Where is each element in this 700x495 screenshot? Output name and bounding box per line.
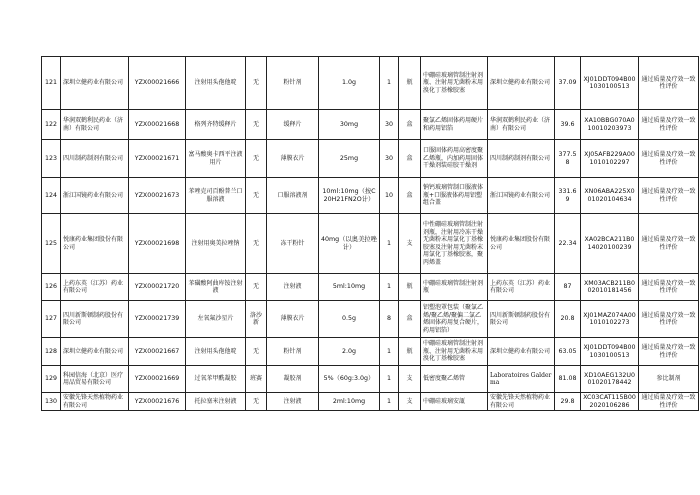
holder-cell: 深圳立健药业有限公司 bbox=[61, 57, 129, 110]
price: 81.08 bbox=[555, 366, 581, 393]
basis: 通过质量及疗效一致性评价 bbox=[639, 57, 699, 110]
pack-unit: 支 bbox=[399, 393, 421, 411]
pack-quantity: 30 bbox=[380, 140, 399, 178]
row-number: 123 bbox=[42, 140, 61, 178]
drug-name: 注射用头孢他啶 bbox=[186, 57, 246, 110]
holder-cell: 科园信海（北京）医疗用品贸易有限公司 bbox=[61, 366, 129, 393]
table-row bbox=[42, 366, 699, 393]
basis: 通过质量及疗效一致性评价 bbox=[639, 178, 699, 214]
packaging-material: 中硼硅玻璃安瓿 bbox=[421, 393, 488, 411]
trade-name: 无 bbox=[246, 140, 267, 178]
trade-name: 无 bbox=[246, 393, 267, 411]
packaging-material: 铝塑泡罩包装（聚氯乙烯/聚乙烯/聚偏二氯乙烯固体药用复合硬片，药用铝箔） bbox=[421, 301, 488, 338]
drug-list-table bbox=[41, 56, 699, 411]
dosage-form: 冻干粉针 bbox=[267, 214, 319, 274]
pack-unit: 瓶 bbox=[399, 338, 421, 366]
trade-name: 无 bbox=[246, 178, 267, 214]
product-code: YZX00021698 bbox=[129, 214, 186, 274]
holder-cell: 悦康药业集团股份有限公司 bbox=[61, 214, 129, 274]
manufacturer: 深圳立健药业有限公司 bbox=[488, 57, 555, 110]
manufacturer: 上药东英（江苏）药业有限公司 bbox=[488, 274, 555, 301]
specification: 5ml:10mg bbox=[319, 274, 380, 301]
price: 87 bbox=[555, 274, 581, 301]
packaging-material: 中硼硅玻璃管制注射剂瓶、注射用无菌粉末用溴化丁基橡胶塞 bbox=[421, 338, 488, 366]
holder-cell: 四川新斯顿制药股份有限公司 bbox=[61, 301, 129, 338]
packaging-material: 钠钙玻璃管制口服液体瓶+口服液体药用铝塑组合盖 bbox=[421, 178, 488, 214]
table-row bbox=[42, 57, 699, 110]
manufacturer: 浙江国镜药业有限公司 bbox=[488, 178, 555, 214]
manufacturer: 深圳立健药业有限公司 bbox=[488, 338, 555, 366]
specification: 5%（60g:3.0g） bbox=[319, 366, 380, 393]
pack-quantity: 1 bbox=[380, 366, 399, 393]
holder-cell: 华润双鹤利民药业（济南）有限公司 bbox=[61, 110, 129, 140]
pack-unit: 盒 bbox=[399, 301, 421, 338]
table-row bbox=[42, 110, 699, 140]
row-number: 129 bbox=[42, 366, 61, 393]
packaging-material: 中硼硅玻璃管制注射剂瓶 bbox=[421, 274, 488, 301]
drug-id: XA10BBG070A010010203973 bbox=[581, 110, 639, 140]
drug-id: XD10AEG132U001020178442 bbox=[581, 366, 639, 393]
pack-quantity: 1 bbox=[380, 214, 399, 274]
specification: 10ml:10mg（按C20H21FN2O计） bbox=[319, 178, 380, 214]
specification: 30mg bbox=[319, 110, 380, 140]
product-code: YZX00021676 bbox=[129, 393, 186, 411]
price: 29.8 bbox=[555, 393, 581, 411]
basis: 通过质量及疗效一致性评价 bbox=[639, 393, 699, 411]
basis: 通过质量及疗效一致性评价 bbox=[639, 214, 699, 274]
drug-name: 苯唑克司百酚普兰口服溶液 bbox=[186, 178, 246, 214]
manufacturer: 华润双鹤利民药业（济南）有限公司 bbox=[488, 110, 555, 140]
holder-cell: 安徽先锋天然植物药业有限公司 bbox=[61, 393, 129, 411]
holder-cell: 四川制药制剂有限公司 bbox=[61, 140, 129, 178]
pack-unit: 盒 bbox=[399, 110, 421, 140]
table-row bbox=[42, 338, 699, 366]
manufacturer: 安徽先锋天然植物药业有限公司 bbox=[488, 393, 555, 411]
trade-name: 无 bbox=[246, 57, 267, 110]
pack-quantity: 1 bbox=[380, 57, 399, 110]
dosage-form: 粉针剂 bbox=[267, 338, 319, 366]
trade-name: 无 bbox=[246, 274, 267, 301]
trade-name: 班赛 bbox=[246, 366, 267, 393]
product-code: YZX00021667 bbox=[129, 338, 186, 366]
pack-unit: 盒 bbox=[399, 140, 421, 178]
drug-id: XJ01DDT094B001030100513 bbox=[581, 338, 639, 366]
dosage-form: 缓释片 bbox=[267, 110, 319, 140]
price: 20.8 bbox=[555, 301, 581, 338]
product-code: YZX00021668 bbox=[129, 110, 186, 140]
holder-cell: 上药东英（江苏）药业有限公司 bbox=[61, 274, 129, 301]
pack-unit: 盒 bbox=[399, 178, 421, 214]
drug-name: 注射用奥美拉唑钠 bbox=[186, 214, 246, 274]
basis: 通过质量及疗效一致性评价 bbox=[639, 274, 699, 301]
drug-name: 左氧氟沙星片 bbox=[186, 301, 246, 338]
product-code: YZX00021669 bbox=[129, 366, 186, 393]
pack-unit: 支 bbox=[399, 366, 421, 393]
specification: 40mg（以奥美拉唑计） bbox=[319, 214, 380, 274]
packaging-material: 聚氯乙烯固体药用硬片和药用铝箔 bbox=[421, 110, 488, 140]
pack-quantity: 1 bbox=[380, 393, 399, 411]
dosage-form: 薄膜衣片 bbox=[267, 301, 319, 338]
specification: 25mg bbox=[319, 140, 380, 178]
row-number: 124 bbox=[42, 178, 61, 214]
basis: 通过质量及疗效一致性评价 bbox=[639, 110, 699, 140]
trade-name: 无 bbox=[246, 214, 267, 274]
table-row bbox=[42, 274, 699, 301]
row-number: 122 bbox=[42, 110, 61, 140]
specification: 0.5g bbox=[319, 301, 380, 338]
drug-id: XA02BCA211B014020100239 bbox=[581, 214, 639, 274]
table-row bbox=[42, 393, 699, 411]
drug-name: 格列齐特缓释片 bbox=[186, 110, 246, 140]
row-number: 128 bbox=[42, 338, 61, 366]
manufacturer: Laboratoires Galderma bbox=[488, 366, 555, 393]
specification: 2ml:10mg bbox=[319, 393, 380, 411]
manufacturer: 四川制药制剂有限公司 bbox=[488, 140, 555, 178]
price: 39.6 bbox=[555, 110, 581, 140]
dosage-form: 薄膜衣片 bbox=[267, 140, 319, 178]
dosage-form: 粉针剂 bbox=[267, 57, 319, 110]
packaging-material: 中硼硅玻璃管制注射剂瓶、注射用无菌粉末用溴化丁基橡胶塞 bbox=[421, 57, 488, 110]
drug-name: 注射用头孢他啶 bbox=[186, 338, 246, 366]
dosage-form: 凝胶剂 bbox=[267, 366, 319, 393]
packaging-material: 低密度聚乙烯管 bbox=[421, 366, 488, 393]
row-number: 127 bbox=[42, 301, 61, 338]
pack-quantity: 10 bbox=[380, 178, 399, 214]
dosage-form: 注射液 bbox=[267, 274, 319, 301]
packaging-material: 中性硼硅玻璃管制注射剂瓶，注射用冷冻干燥无菌粉末用氯化丁基橡胶塞及注射用无菌粉末用氯化丁基橡胶塞，聚丙烯盖 bbox=[421, 214, 488, 274]
basis: 通过质量及疗效一致性评价 bbox=[639, 338, 699, 366]
price: 63.05 bbox=[555, 338, 581, 366]
product-code: YZX00021739 bbox=[129, 301, 186, 338]
drug-name: 托拉塞米注射液 bbox=[186, 393, 246, 411]
table-row bbox=[42, 140, 699, 178]
pack-unit: 瓶 bbox=[399, 57, 421, 110]
pack-unit: 支 bbox=[399, 214, 421, 274]
dosage-form: 注射液 bbox=[267, 393, 319, 411]
drug-id: XJ01MAZ074A001010102273 bbox=[581, 301, 639, 338]
manufacturer: 四川新斯顿制药股份有限公司 bbox=[488, 301, 555, 338]
drug-name: 苯磺酸阿曲库铵注射液 bbox=[186, 274, 246, 301]
table-row bbox=[42, 178, 699, 214]
drug-name: 过氧苯甲酰凝胶 bbox=[186, 366, 246, 393]
manufacturer: 悦康药业集团股份有限公司 bbox=[488, 214, 555, 274]
holder-cell: 深圳立健药业有限公司 bbox=[61, 338, 129, 366]
product-code: YZX00021720 bbox=[129, 274, 186, 301]
product-code: YZX00021673 bbox=[129, 178, 186, 214]
basis: 通过质量及疗效一致性评价 bbox=[639, 140, 699, 178]
drug-name: 富马酸奥卡西平注液用片 bbox=[186, 140, 246, 178]
pack-quantity: 30 bbox=[380, 110, 399, 140]
pack-quantity: 8 bbox=[380, 301, 399, 338]
pack-quantity: 1 bbox=[380, 274, 399, 301]
drug-id: XJ05AFB229A001010102297 bbox=[581, 140, 639, 178]
dosage-form: 口服溶液剂 bbox=[267, 178, 319, 214]
row-number: 121 bbox=[42, 57, 61, 110]
drug-id: XC03CAT115B002020106286 bbox=[581, 393, 639, 411]
pack-unit: 瓶 bbox=[399, 274, 421, 301]
specification: 2.0g bbox=[319, 338, 380, 366]
drug-id: XJ01DDT094B001030100513 bbox=[581, 57, 639, 110]
price: 331.69 bbox=[555, 178, 581, 214]
row-number: 130 bbox=[42, 393, 61, 411]
specification: 1.0g bbox=[319, 57, 380, 110]
drug-id: XN06ABA225X001020104634 bbox=[581, 178, 639, 214]
price: 37.09 bbox=[555, 57, 581, 110]
basis: 通过质量及疗效一致性评价 bbox=[639, 301, 699, 338]
trade-name: 无 bbox=[246, 110, 267, 140]
trade-name: 无 bbox=[246, 338, 267, 366]
basis: 参比制剂 bbox=[639, 366, 699, 393]
price: 22.34 bbox=[555, 214, 581, 274]
table-row bbox=[42, 301, 699, 338]
product-code: YZX00021671 bbox=[129, 140, 186, 178]
pack-quantity: 1 bbox=[380, 338, 399, 366]
packaging-material: 口服固体药用高密度聚乙烯瓶，内加药用固体干燥剂装硅胶干燥剂 bbox=[421, 140, 488, 178]
price: 377.58 bbox=[555, 140, 581, 178]
drug-id: XM03ACB211B002010181456 bbox=[581, 274, 639, 301]
holder-cell: 浙江国镜药业有限公司 bbox=[61, 178, 129, 214]
table-body bbox=[42, 57, 699, 411]
product-code: YZX00021666 bbox=[129, 57, 186, 110]
table-row bbox=[42, 214, 699, 274]
row-number: 126 bbox=[42, 274, 61, 301]
row-number: 125 bbox=[42, 214, 61, 274]
trade-name: 洛沙新 bbox=[246, 301, 267, 338]
